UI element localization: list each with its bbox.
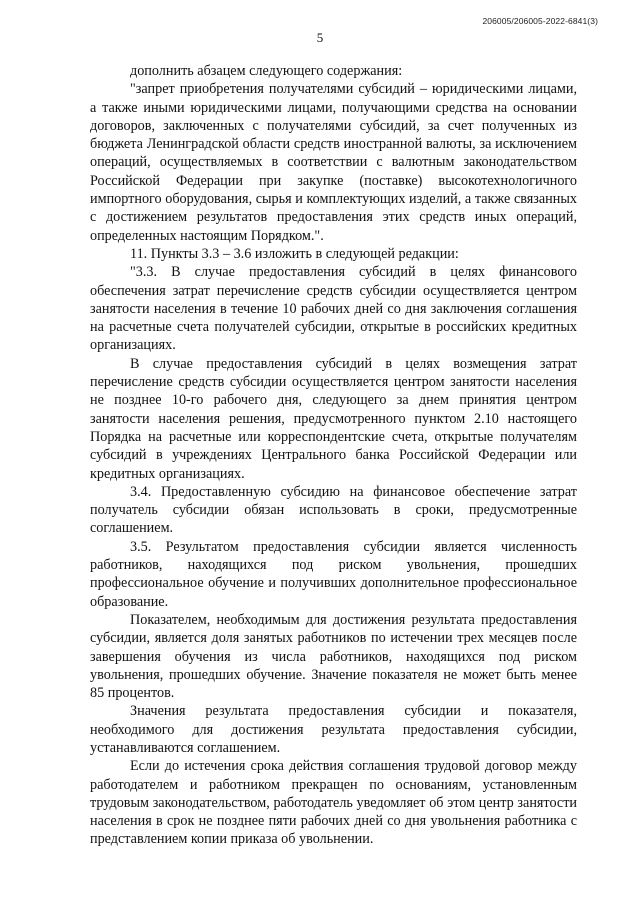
paragraph-3-4: 3.4. Предоставленную субсидию на финансовое обеспечение затрат получатель субсидии обязан использовать в сроки, предусмотренные соглашением. <box>90 483 577 537</box>
paragraph-3-3-reimbursement: В случае предоставления субсидий в целях возмещения затрат перечисление средств субсидии осуществляется центром занятости населения не позднее 10-го рабочего дня, следующего за днем принятия центром занятости населения решения, предусмотренного пунктом 2.10 настоящего Порядка на расчетные или корреспондентские счета, открытые получателям субсидий в учреждениях Центрального банка Российской Федерации или кредитных организациях. <box>90 355 577 482</box>
paragraph-3-5-result: 3.5. Результатом предоставления субсидии является численность работников, находящихся под риском увольнения, прошедших профессиональное обучение и получивших дополнительное профессиональное образование. <box>90 538 577 610</box>
page-number: 5 <box>316 30 324 45</box>
paragraph-3-5-values: Значения результата предоставления субсидии и показателя, необходимого для достижения результата предоставления субсидии, устанавливаются соглашением. <box>90 703 577 756</box>
paragraph-currency-ban: "запрет приобретения получателями субсидий – юридическими лицами, а также иными юридическими лицами, получающими средства на основании договоров, заключенных с получателями субсидий, за счет полученных из бюджета Ленинградской области средств иностранной валюты, за исключением операций, осуществляемых в соответствии с валютным законодательством Российской Федерации при закупке (поставке) высокотехнологичного импортного оборудования, сырья и комплектующих изделий, а также связанных с достижением результатов предоставления этих средств иных операций, определенных настоящим Порядком.". <box>90 81 577 244</box>
paragraph-3-5-indicator: Показателем, необходимым для достижения результата предоставления субсидии, является доля занятых работников по истечении трех месяцев после завершения обучения из числа работников, находящихся под риском увольнения, прошедших обучение. Значение показателя не может быть менее 85 процентов. <box>90 611 577 702</box>
paragraph-intro: дополнить абзацем следующего содержания: <box>130 63 403 79</box>
paragraph-3-5-termination: Если до истечения срока действия соглашения трудовой договор между работодателем и работником прекращен по основаниям, установленным трудовым законодательством, работодатель уведомляет об этом центр занятости населения в срок не позднее пяти рабочих дней со дня увольнения работника с представлением копии приказа об увольнении. <box>90 758 577 848</box>
document-registration-number: 206005/206005-2022-6841(3) <box>482 16 598 26</box>
document-body <box>90 62 577 849</box>
paragraph-3-3-financing: "3.3. В случае предоставления субсидий в целях финансового обеспечения затрат перечисление средств субсидии осуществляется центром занятости населения в течение 10 рабочих дней со дня заключения соглашения на расчетные счета получателей субсидии, открытые в российских кредитных организациях. <box>90 264 577 354</box>
paragraph-item-11: 11. Пункты 3.3 – 3.6 изложить в следующей редакции: <box>130 245 459 262</box>
